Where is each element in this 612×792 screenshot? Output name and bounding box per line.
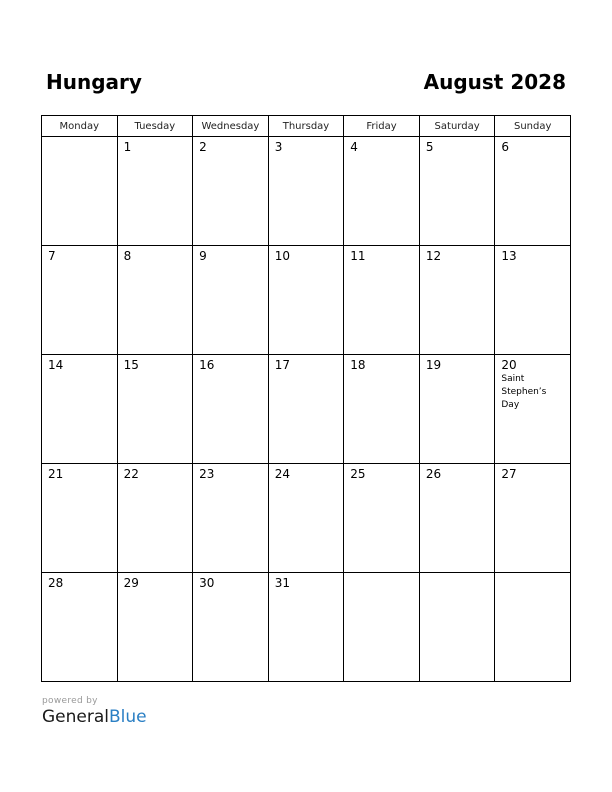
day-cell xyxy=(268,355,344,464)
day-cell xyxy=(495,573,571,682)
day-number: 14 xyxy=(48,358,64,372)
day-cell xyxy=(193,246,269,355)
month-title: August 2028 xyxy=(423,70,566,94)
weekday-wednesday: Wednesday xyxy=(193,116,269,137)
day-number: 4 xyxy=(350,140,358,154)
day-cell xyxy=(419,464,495,573)
day-cell xyxy=(419,355,495,464)
day-number: 29 xyxy=(123,576,139,590)
week-row xyxy=(42,137,571,246)
week-row xyxy=(42,246,571,355)
day-number: 21 xyxy=(48,467,64,481)
day-cell xyxy=(117,137,193,246)
day-number: 2 xyxy=(199,140,207,154)
day-cell xyxy=(42,573,118,682)
day-number: 30 xyxy=(199,576,215,590)
day-cell xyxy=(117,355,193,464)
day-number: 16 xyxy=(199,358,215,372)
day-cell xyxy=(344,137,420,246)
day-number: 7 xyxy=(48,249,56,263)
day-cell xyxy=(495,246,571,355)
weekday-header-row xyxy=(42,116,571,137)
day-number: 3 xyxy=(274,140,283,154)
week-row xyxy=(42,355,571,464)
brand-blue: Blue xyxy=(109,707,147,727)
day-number: 27 xyxy=(501,467,517,481)
day-cell xyxy=(268,137,344,246)
day-cell xyxy=(193,464,269,573)
brand-general: General xyxy=(42,707,109,727)
day-cell xyxy=(495,355,571,464)
day-cell xyxy=(42,246,118,355)
day-number: 23 xyxy=(199,467,215,481)
calendar-header xyxy=(46,70,566,100)
day-number: 15 xyxy=(123,358,139,372)
day-cell xyxy=(117,573,193,682)
week-row xyxy=(42,573,571,682)
day-cell xyxy=(42,464,118,573)
weekday-friday: Friday xyxy=(344,116,420,137)
day-number: 17 xyxy=(274,358,290,372)
week-row xyxy=(42,464,571,573)
weekday-monday: Monday xyxy=(42,116,118,137)
day-number: 9 xyxy=(199,249,207,263)
day-number: 18 xyxy=(350,358,366,372)
day-cell xyxy=(344,246,420,355)
day-number: 26 xyxy=(425,467,442,481)
day-cell xyxy=(495,137,571,246)
weekday-tuesday: Tuesday xyxy=(117,116,193,137)
day-cell xyxy=(42,355,118,464)
day-number: 8 xyxy=(123,249,132,263)
day-cell xyxy=(117,464,193,573)
country-title: Hungary xyxy=(46,70,142,94)
day-number: 11 xyxy=(350,249,366,263)
day-cell xyxy=(268,246,344,355)
day-number: 25 xyxy=(350,467,366,481)
day-number: 13 xyxy=(501,249,517,263)
day-cell xyxy=(193,355,269,464)
day-cell xyxy=(495,464,571,573)
holiday-label: Saint Stephen’s Day xyxy=(501,374,547,410)
day-number: 5 xyxy=(425,140,434,154)
day-cell xyxy=(344,355,420,464)
day-cell xyxy=(193,137,269,246)
weekday-saturday: Saturday xyxy=(419,116,495,137)
day-number: 31 xyxy=(274,576,290,590)
day-number: 24 xyxy=(274,467,290,481)
day-number: 22 xyxy=(123,467,139,481)
day-cell xyxy=(344,573,420,682)
day-cell xyxy=(193,573,269,682)
day-number: 28 xyxy=(48,576,64,590)
day-number: 1 xyxy=(123,140,132,154)
calendar-grid xyxy=(41,115,571,682)
day-number: 20 xyxy=(501,358,517,372)
day-cell xyxy=(268,464,344,573)
day-cell xyxy=(268,573,344,682)
day-cell xyxy=(419,137,495,246)
day-cell xyxy=(344,464,420,573)
weekday-thursday: Thursday xyxy=(268,116,344,137)
day-cell xyxy=(419,573,495,682)
day-cell xyxy=(42,137,118,246)
day-number: 19 xyxy=(425,358,442,372)
day-cell xyxy=(419,246,495,355)
day-number: 10 xyxy=(274,249,290,263)
weekday-sunday: Sunday xyxy=(495,116,571,137)
brand-logo xyxy=(42,707,147,727)
day-number: 6 xyxy=(501,140,510,154)
day-cell xyxy=(117,246,193,355)
day-number: 12 xyxy=(425,249,442,263)
footer xyxy=(42,696,147,727)
powered-by-text: powered by xyxy=(42,696,98,706)
